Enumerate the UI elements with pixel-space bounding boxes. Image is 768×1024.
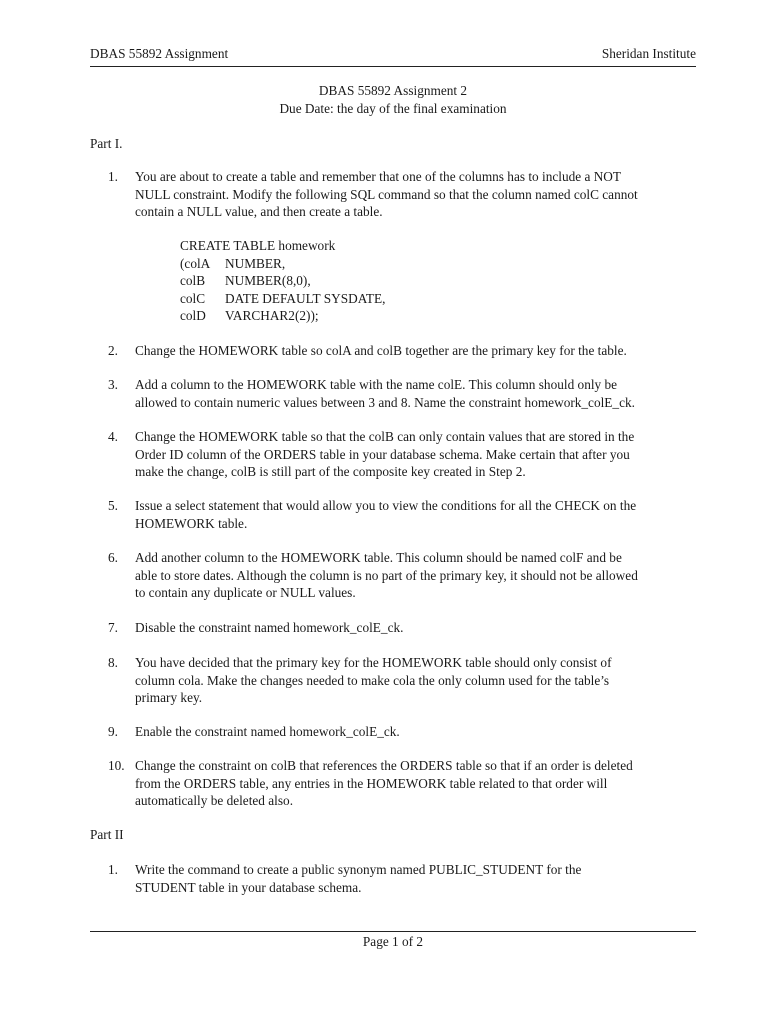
question-line: Order ID column of the ORDERS table in your database schema. Make certain that after you [135,446,630,462]
code-column-name: (colA [180,255,211,271]
question-line: Issue a select statement that would allow you to view the conditions for all the CHECK on the [135,498,637,513]
code-column-name: colC [180,290,206,306]
question-number: 5. [108,498,118,513]
question-line: contain a NULL value, and then create a table. [135,204,383,220]
question-line: Disable the constraint named homework_colE_ck. [135,620,404,635]
question-number: 1. [108,862,118,877]
question-line: to contain any duplicate or NULL values. [135,585,356,601]
question-number: 7. [108,620,118,635]
question-1 [108,168,698,221]
sql-code-block [180,237,385,325]
code-column-name: colD [180,308,206,324]
question-3 [108,376,698,411]
code-column-type: VARCHAR2(2)); [225,308,319,324]
question-9 [108,723,698,741]
assignment-title: DBAS 55892 Assignment 2 [318,83,468,98]
question-line: Enable the constraint named homework_colE_ck. [135,724,400,739]
question-number: 4. [108,429,118,444]
question-line: You have decided that the primary key for the HOMEWORK table should only consist of [135,655,612,670]
due-date: Due Date: the day of the final examination [279,100,507,116]
header-institution: Sheridan Institute [601,46,696,61]
question-4 [108,428,698,481]
question-line: Change the HOMEWORK table so that the colB can only contain values that are stored in the [135,429,635,444]
code-column-type: NUMBER, [225,255,286,271]
question-line: primary key. [135,690,203,706]
code-row [180,290,385,308]
question-number: 10. [108,758,125,773]
question-line: NULL constraint. Modify the following SQL command so that the column named colC cannot [135,186,638,202]
page-number: Page 1 of 2 [362,934,424,949]
question-7 [108,619,698,637]
question-line: Add a column to the HOMEWORK table with the name colE. This column should only be [135,377,618,392]
header-course: DBAS 55892 Assignment [90,46,229,61]
code-column-name: colB [180,273,206,289]
code-line: CREATE TABLE homework [180,238,336,253]
question-line: You are about to create a table and remember that one of the columns has to include a NOT [135,169,622,184]
question-number: 6. [108,550,118,565]
code-row [180,307,385,325]
question-10 [108,757,698,810]
code-row [180,272,385,290]
question-line: Write the command to create a public synonym named PUBLIC_STUDENT for the [135,862,582,877]
question-8 [108,654,698,707]
question-line: allowed to contain numeric values between 3 and 8. Name the constraint homework_colE_ck. [135,394,635,410]
question-line: Change the constraint on colB that references the ORDERS table so that if an order is deleted [135,758,633,773]
question-6 [108,549,698,602]
question-line: column cola. Make the changes needed to make cola the only column used for the table’s [135,672,610,688]
question-line: HOMEWORK table. [135,515,248,531]
question-number: 1. [108,169,118,184]
document-title [90,82,696,117]
code-column-type: DATE DEFAULT SYSDATE, [225,290,386,306]
question-2 [108,342,698,360]
question-line: make the change, colB is still part of the composite key created in Step 2. [135,464,526,480]
question-line: STUDENT table in your database schema. [135,879,362,895]
code-column-type: NUMBER(8,0), [225,273,311,289]
question-number: 2. [108,343,118,358]
code-row [180,255,385,273]
question-number: 9. [108,724,118,739]
question-line: Change the HOMEWORK table so colA and colB together are the primary key for the table. [135,343,627,358]
part2-heading: Part II [90,827,124,842]
question-line: automatically be deleted also. [135,793,294,809]
page-header [90,45,696,67]
question-line: Add another column to the HOMEWORK table. This column should be named colF and be [135,550,622,565]
question-line: from the ORDERS table, any entries in the HOMEWORK table related to that order will [135,775,608,791]
part1-heading: Part I. [90,136,123,151]
question-5 [108,497,698,532]
question-line: able to store dates. Although the column is no part of the primary key, it should not be allowed [135,567,638,583]
question-number: 8. [108,655,118,670]
part2-question-1 [108,861,698,896]
footer-divider [90,931,696,932]
question-number: 3. [108,377,118,392]
